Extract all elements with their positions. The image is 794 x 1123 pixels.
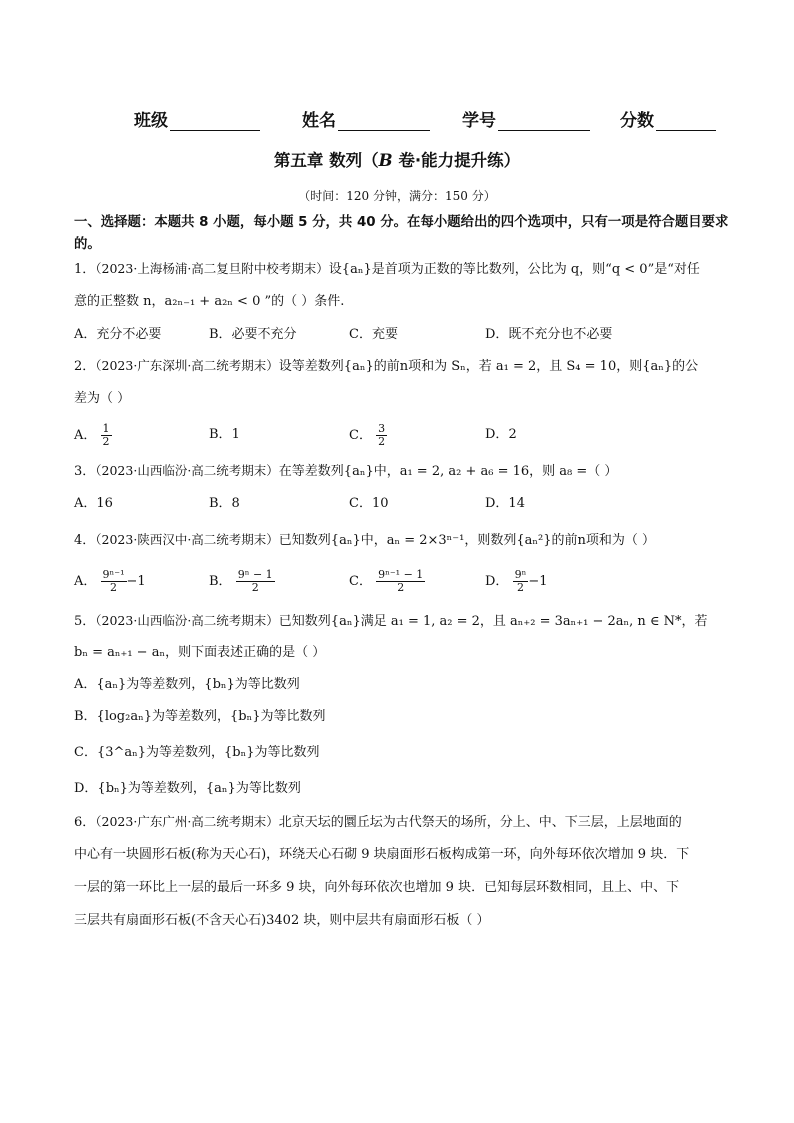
class-label: 班级 (134, 111, 168, 131)
q2-line1 (74, 356, 698, 377)
q1-line1 (74, 259, 700, 280)
q5-number: 5． (74, 614, 96, 629)
q4-a-denominator: 2 (110, 581, 118, 594)
q3-option-d[interactable]: D．14 (485, 496, 525, 511)
q5-text: 已知数列{aₙ}满足 a₁ = 1, a₂ = 2，且 aₙ₊₂ = 3aₙ₊₁ − 2aₙ, n ∈ N*，若 (278, 614, 708, 629)
document-title (0, 147, 794, 171)
q4-d-tail: −1 (528, 574, 548, 589)
q2-option-a[interactable] (74, 423, 112, 448)
q4-a-tail: −1 (126, 574, 146, 589)
q1-text: 设{aₙ}是首项为正数的等比数列，公比为 q，则“q < 0”是“对任 (328, 262, 700, 277)
q2-d-value: 2 (508, 427, 517, 442)
q1-option-a[interactable]: A．充分不必要 (74, 327, 162, 342)
q2-option-c-label: C． (349, 428, 372, 443)
q3-number: 3． (74, 464, 96, 479)
id-field (462, 106, 590, 131)
q4-d-numerator: 9ⁿ (514, 568, 527, 581)
q4-option-c-fraction (376, 569, 425, 594)
q4-option-d-label: D． (485, 574, 509, 589)
class-blank[interactable] (170, 110, 260, 131)
class-field (134, 106, 260, 131)
q1-option-d[interactable]: D．既不充分也不必要 (485, 327, 613, 342)
id-label: 学号 (462, 111, 496, 131)
q2-source: （2023·广东深圳·高二统考期末） (95, 358, 279, 373)
q2-number: 2． (74, 359, 96, 374)
q4-b-numerator: 9ⁿ − 1 (237, 568, 273, 581)
q2-a-numerator: 1 (102, 422, 110, 435)
q5-line1 (74, 611, 708, 632)
score-field (620, 106, 716, 131)
id-blank[interactable] (498, 110, 590, 131)
q3-source: （2023·山西临汾·高二统考期末） (95, 463, 279, 478)
q2-a-denominator: 2 (102, 435, 110, 448)
q5-option-c[interactable]: C．{3^aₙ}为等差数列，{bₙ}为等比数列 (74, 745, 320, 760)
q4-text: 已知数列{aₙ}中，aₙ = 2×3ⁿ⁻¹，则数列{aₙ²}的前n项和为（ ） (278, 533, 656, 548)
name-label: 姓名 (302, 111, 336, 131)
q5-option-b[interactable]: B．{log₂aₙ}为等差数列，{bₙ}为等比数列 (74, 709, 326, 724)
q6-line4: 三层共有扇面形石板(不含天心石)3402 块，则中层共有扇面形石板（ ） (74, 913, 490, 928)
section-heading: 一、选择题：本题共 8 小题，每小题 5 分，共 40 分。在每小题给出的四个选项中，只有一项是符合题目要求的。 (74, 215, 729, 252)
q4-option-a[interactable] (74, 569, 146, 594)
q4-option-d-fraction (513, 569, 529, 594)
q3-option-b[interactable]: B．8 (209, 496, 240, 511)
q2-c-numerator: 3 (378, 422, 386, 435)
name-field (302, 106, 430, 131)
title-main: 第五章 数列（ (273, 151, 379, 170)
header-fields (134, 106, 724, 134)
q6-number: 6． (74, 815, 96, 830)
q2-b-value: 1 (231, 427, 240, 442)
title-paper-letter: B (378, 151, 393, 170)
q4-option-b[interactable] (209, 569, 275, 594)
q5-line2: bₙ = aₙ₊₁ − aₙ，则下面表述正确的是（ ） (74, 645, 326, 660)
score-blank[interactable] (656, 110, 716, 131)
q6-line3: 一层的第一环比上一层的最后一环多 9 块，向外每环依次也增加 9 块．已知每层环数相同，且上、中、下 (74, 880, 680, 895)
q4-option-b-label: B． (209, 574, 232, 589)
q2-option-c-fraction (376, 423, 387, 448)
q2-option-c[interactable] (349, 423, 387, 448)
q6-line2: 中心有一块圆形石板(称为天心石)，环绕天心石砌 9 块扇面形石板构成第一环，向外每环依次增加 9 块．下 (74, 847, 690, 862)
q1-line2: 意的正整数 n，a₂ₙ₋₁ + a₂ₙ < 0 ”的（ ）条件. (74, 294, 345, 309)
score-label: 分数 (620, 111, 654, 131)
q4-option-c[interactable] (349, 569, 425, 594)
time-note: （时间：120 分钟，满分：150 分） (298, 189, 496, 203)
title-tail: 卷·能力提升练） (392, 151, 521, 170)
q2-option-b-label: B． (209, 427, 232, 442)
q3-option-a[interactable]: A．16 (74, 496, 113, 511)
q4-a-numerator: 9ⁿ⁻¹ (102, 568, 125, 581)
q6-source: （2023·广东广州·高二统考期末） (95, 814, 279, 829)
q1-option-b[interactable]: B．必要不充分 (209, 327, 297, 342)
q5-option-a[interactable]: A．{aₙ}为等差数列，{bₙ}为等比数列 (74, 677, 300, 692)
q2-option-d[interactable] (485, 425, 517, 445)
q3-text: 在等差数列{aₙ}中，a₁ = 2, a₂ + a₆ = 16，则 a₈ =（ ） (278, 464, 618, 479)
q2-line2: 差为（ ） (74, 391, 131, 406)
q3-line1 (74, 461, 617, 482)
q4-option-d[interactable] (485, 569, 548, 594)
q3-option-c[interactable]: C．10 (349, 496, 389, 511)
name-blank[interactable] (338, 110, 430, 131)
q4-option-a-label: A． (74, 574, 97, 589)
q2-option-a-fraction (101, 423, 112, 448)
q2-option-b[interactable] (209, 425, 240, 445)
q1-number: 1． (74, 262, 96, 277)
q2-text: 设等差数列{aₙ}的前n项和为 Sₙ，若 a₁ = 2，且 S₄ = 10，则{aₙ}的公 (278, 359, 699, 374)
q4-number: 4． (74, 533, 96, 548)
q2-c-denominator: 2 (378, 435, 386, 448)
q1-option-c[interactable]: C．充要 (349, 327, 398, 342)
q4-source: （2023·陕西汉中·高二统考期末） (95, 532, 279, 547)
q4-c-numerator: 9ⁿ⁻¹ − 1 (378, 568, 424, 581)
q4-option-b-fraction (236, 569, 275, 594)
q1-source: （2023·上海杨浦·高二复旦附中校考期末） (95, 261, 329, 276)
q2-option-a-label: A． (74, 428, 97, 443)
q4-option-a-fraction (101, 569, 127, 594)
q4-b-denominator: 2 (251, 581, 259, 594)
q5-source: （2023·山西临汾·高二统考期末） (95, 613, 279, 628)
q4-line1 (74, 530, 655, 551)
q4-option-c-label: C． (349, 574, 372, 589)
q5-option-d[interactable]: D．{bₙ}为等差数列，{aₙ}为等比数列 (74, 781, 301, 796)
q4-c-denominator: 2 (397, 581, 405, 594)
q6-text: 北京天坛的圜丘坛为古代祭天的场所，分上、中、下三层，上层地面的 (278, 815, 682, 830)
q6-line1 (74, 812, 682, 833)
q4-d-denominator: 2 (516, 581, 524, 594)
q2-option-d-label: D． (485, 427, 509, 442)
